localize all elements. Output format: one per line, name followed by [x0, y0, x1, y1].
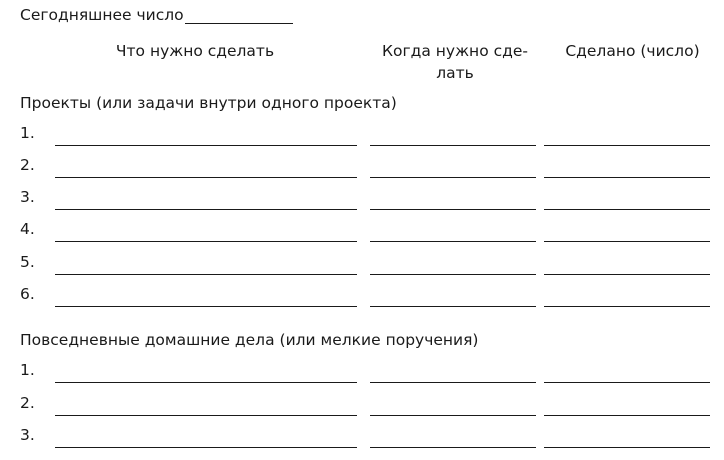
done-blank-line[interactable] — [544, 241, 710, 242]
column-header-done: Сделано (число) — [565, 42, 700, 60]
row-number: 1. — [20, 361, 35, 379]
when-blank-line[interactable] — [370, 415, 536, 416]
when-blank-line[interactable] — [370, 177, 536, 178]
date-label: Сегодняшнее число — [20, 6, 184, 24]
row-number: 6. — [20, 285, 35, 303]
what-blank-line[interactable] — [55, 306, 357, 307]
done-blank-line[interactable] — [544, 415, 710, 416]
row-number: 2. — [20, 394, 35, 412]
done-blank-line[interactable] — [544, 447, 710, 448]
when-blank-line[interactable] — [370, 209, 536, 210]
row-number: 3. — [20, 426, 35, 444]
section-title-chores: Повседневные домашние дела (или мелкие поручения) — [20, 331, 479, 349]
what-blank-line[interactable] — [55, 447, 357, 448]
what-blank-line[interactable] — [55, 274, 357, 275]
row-number: 1. — [20, 124, 35, 142]
what-blank-line[interactable] — [55, 382, 357, 383]
row-number: 2. — [20, 156, 35, 174]
what-blank-line[interactable] — [55, 209, 357, 210]
when-blank-line[interactable] — [370, 447, 536, 448]
what-blank-line[interactable] — [55, 177, 357, 178]
row-number: 3. — [20, 188, 35, 206]
done-blank-line[interactable] — [544, 382, 710, 383]
row-number: 4. — [20, 220, 35, 238]
when-blank-line[interactable] — [370, 274, 536, 275]
what-blank-line[interactable] — [55, 241, 357, 242]
done-blank-line[interactable] — [544, 209, 710, 210]
when-blank-line[interactable] — [370, 306, 536, 307]
column-header-when-line1: Когда нужно сде- — [382, 42, 528, 60]
column-header-when-line2: лать — [436, 64, 474, 82]
done-blank-line[interactable] — [544, 177, 710, 178]
column-header-when — [380, 40, 530, 84]
done-blank-line[interactable] — [544, 274, 710, 275]
done-blank-line[interactable] — [544, 145, 710, 146]
done-blank-line[interactable] — [544, 306, 710, 307]
when-blank-line[interactable] — [370, 241, 536, 242]
date-blank-line[interactable] — [185, 23, 293, 24]
when-blank-line[interactable] — [370, 145, 536, 146]
when-blank-line[interactable] — [370, 382, 536, 383]
section-title-projects: Проекты (или задачи внутри одного проекта) — [20, 94, 397, 112]
what-blank-line[interactable] — [55, 415, 357, 416]
column-header-what: Что нужно сделать — [115, 42, 275, 60]
row-number: 5. — [20, 253, 35, 271]
what-blank-line[interactable] — [55, 145, 357, 146]
